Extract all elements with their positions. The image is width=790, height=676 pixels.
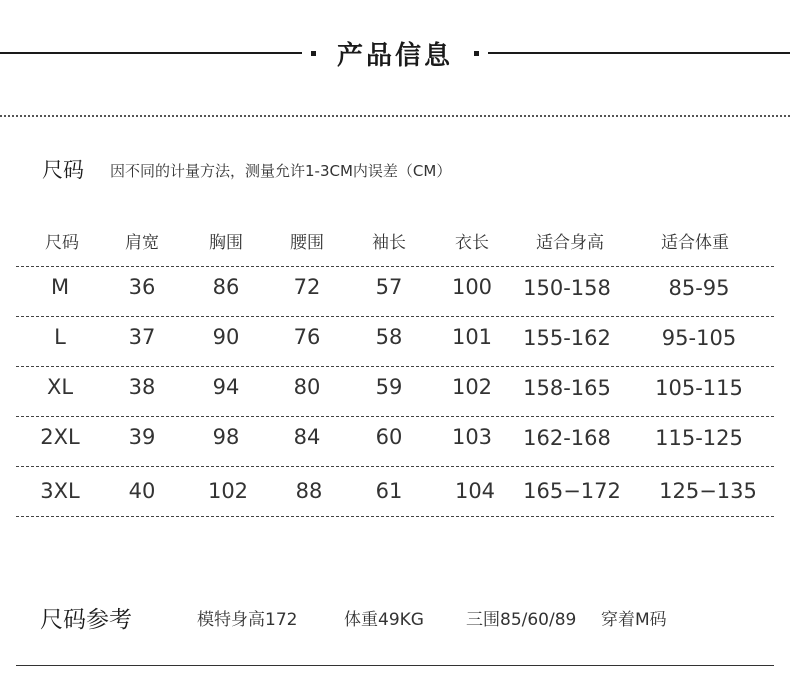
cell-waist: 72 (293, 275, 321, 299)
col-header-fit-weight: 适合体重 (661, 233, 729, 253)
cell-waist: 88 (295, 479, 323, 503)
cell-waist: 84 (293, 425, 321, 449)
cell-length: 104 (454, 479, 496, 503)
header-left-rule (0, 52, 302, 54)
col-header-length: 衣长 (455, 233, 489, 253)
cell-sleeve: 59 (375, 375, 403, 399)
cell-fit-height: 155-162 (523, 326, 611, 350)
row-divider (16, 466, 774, 467)
cell-size: 2XL (40, 425, 80, 449)
cell-size: L (54, 325, 66, 349)
cell-fit-height: 162-168 (523, 426, 611, 450)
col-header-sleeve: 袖长 (372, 233, 406, 253)
cell-sleeve: 57 (375, 275, 403, 299)
cell-fit-weight: 125−135 (659, 479, 757, 503)
cell-shoulder: 38 (128, 375, 156, 399)
cell-shoulder: 36 (128, 275, 156, 299)
size-heading: 尺码 (42, 158, 84, 182)
page-title: 产品信息 (336, 41, 453, 71)
cell-length: 100 (451, 275, 493, 299)
cell-length: 101 (451, 325, 493, 349)
row-divider (16, 516, 774, 517)
model-wears-size: 穿着M码 (601, 610, 667, 630)
cell-length: 103 (451, 425, 493, 449)
col-header-waist: 腰围 (290, 233, 324, 253)
cell-chest: 86 (212, 275, 240, 299)
col-header-fit-height: 适合身高 (536, 233, 604, 253)
cell-shoulder: 39 (128, 425, 156, 449)
cell-chest: 102 (207, 479, 249, 503)
header-right-rule (488, 52, 790, 54)
cell-sleeve: 58 (375, 325, 403, 349)
cell-chest: 98 (212, 425, 240, 449)
row-divider (16, 316, 774, 317)
cell-fit-weight: 85-95 (668, 276, 730, 300)
col-header-size: 尺码 (45, 233, 79, 253)
section-divider (0, 115, 790, 117)
row-divider (16, 416, 774, 417)
col-header-chest: 胸围 (209, 233, 243, 253)
cell-fit-height: 158-165 (523, 376, 611, 400)
cell-fit-weight: 115-125 (655, 426, 743, 450)
cell-waist: 80 (293, 375, 321, 399)
bottom-divider (16, 665, 774, 666)
col-header-shoulder: 肩宽 (125, 233, 159, 253)
size-note: 因不同的计量方法，测量允许1-3CM内误差（CM） (110, 162, 452, 180)
cell-size: 3XL (40, 479, 80, 503)
cell-sleeve: 61 (375, 479, 403, 503)
cell-size: M (50, 275, 70, 299)
cell-chest: 90 (212, 325, 240, 349)
reference-heading: 尺码参考 (40, 607, 132, 633)
cell-chest: 94 (212, 375, 240, 399)
cell-waist: 76 (293, 325, 321, 349)
header-left-dot (311, 51, 316, 56)
model-height: 模特身高172 (197, 610, 298, 630)
cell-fit-weight: 95-105 (661, 326, 737, 350)
cell-fit-height: 165−172 (523, 479, 621, 503)
row-divider (16, 366, 774, 367)
cell-fit-weight: 105-115 (655, 376, 743, 400)
cell-length: 102 (451, 375, 493, 399)
model-weight: 体重49KG (344, 610, 424, 630)
model-measurements: 三围85/60/89 (466, 610, 577, 630)
cell-shoulder: 37 (128, 325, 156, 349)
header-right-dot (474, 51, 479, 56)
cell-shoulder: 40 (128, 479, 156, 503)
cell-sleeve: 60 (375, 425, 403, 449)
row-divider (16, 266, 774, 267)
cell-fit-height: 150-158 (523, 276, 611, 300)
cell-size: XL (46, 375, 74, 399)
